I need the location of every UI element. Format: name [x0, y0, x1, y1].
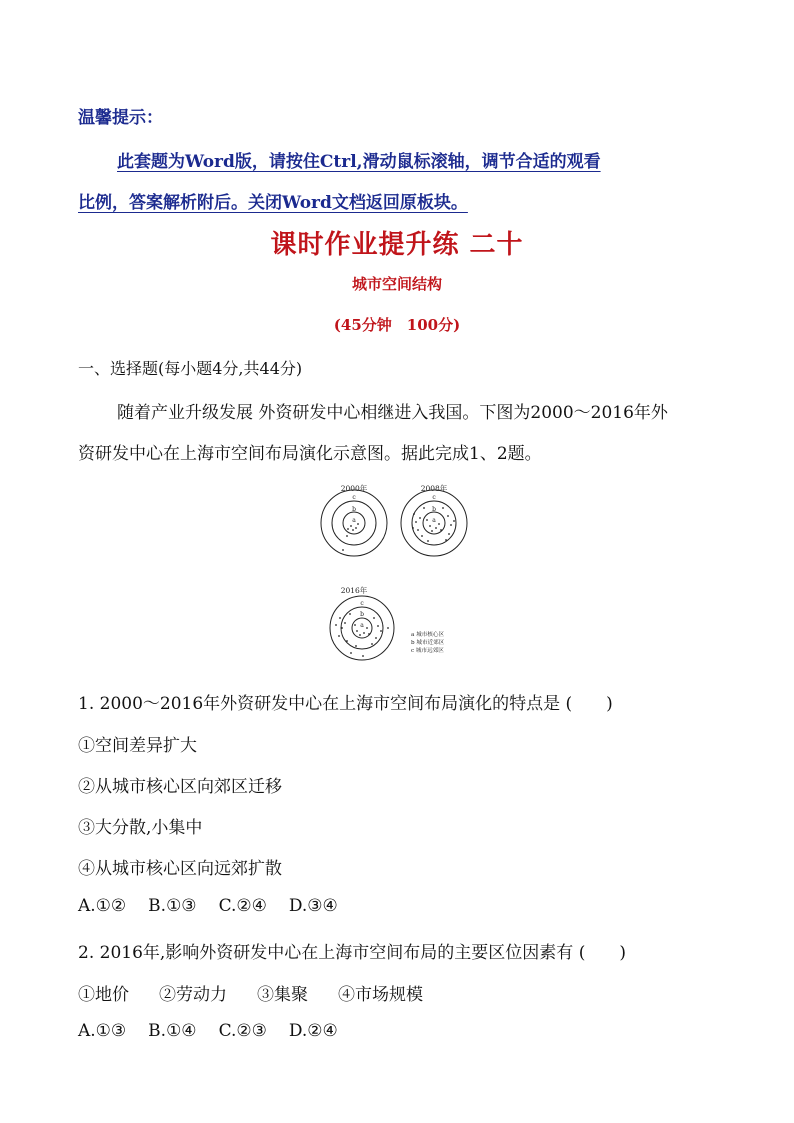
panel-label-2000: 2000年 [340, 484, 368, 493]
ring-letter-c: c [432, 494, 436, 501]
question-1-stem: 1. 2000～2016年外资研发中心在上海市空间布局演化的特点是 ( ) [78, 694, 613, 714]
page-title: 课时作业提升练 二十 [270, 230, 524, 260]
legend-item-core: a 城市核心区 [411, 632, 445, 638]
question-2-stem: 2. 2016年,影响外资研发中心在上海市空间布局的主要区位因素有 ( ) [78, 943, 626, 963]
ring-letter-b: b [360, 611, 364, 618]
panel-label-2016: 2016年 [340, 586, 368, 595]
notice-line-2: 比例，答案解析附后。关闭Word文档返回原板块。 [78, 193, 468, 213]
panel-2016 [330, 585, 445, 660]
intro-paragraph-line-2: 资研发中心在上海市空间布局演化示意图。据此完成1、2题。 [78, 444, 542, 464]
choice-c[interactable]: C.②④ [218, 896, 267, 916]
choice-d[interactable]: D.③④ [288, 896, 338, 916]
ring-letter-b: b [352, 506, 356, 513]
legend-item-inner-suburb: b 城市近郊区 [411, 640, 445, 646]
choice-a[interactable]: A.①③ [78, 1021, 127, 1041]
page-subtitle: 城市空间结构 [351, 275, 442, 293]
panel-2008 [401, 483, 467, 556]
question-2-statement-4: ④市场规模 [338, 985, 423, 1005]
choice-a[interactable]: A.①② [78, 896, 127, 916]
panel-label-2008: 2008年 [420, 484, 448, 493]
question-2-statement-1: ①地价 [78, 985, 129, 1005]
question-1-statement-1: ①空间差异扩大 [78, 736, 197, 756]
intro-paragraph-line-1: 随着产业升级发展 外资研发中心相继进入我国。下图为2000～2016年外 [117, 403, 668, 423]
ring-letter-c: c [352, 494, 356, 501]
question-2-choices [78, 1021, 360, 1041]
ring-letter-a: a [432, 517, 436, 524]
question-1-statement-4: ④从城市核心区向远郊扩散 [78, 859, 282, 879]
ring-letter-c: c [360, 600, 364, 607]
ring-letter-a: a [352, 517, 356, 524]
question-2-statement-2: ②劳动力 [159, 985, 227, 1005]
ring-letter-b: b [432, 506, 436, 513]
choice-c[interactable]: C.②③ [218, 1021, 267, 1041]
question-1-statement-3: ③大分散,小集中 [78, 818, 203, 838]
question-2-statement-3: ③集聚 [257, 985, 308, 1005]
panel-2000 [321, 483, 387, 556]
question-1-choices [78, 896, 360, 916]
legend-item-outer-suburb: c 城市远郊区 [411, 648, 444, 654]
choice-b[interactable]: B.①④ [148, 1021, 197, 1041]
choice-b[interactable]: B.①③ [148, 896, 197, 916]
time-score-info: (45分钟 100分) [333, 316, 461, 334]
section-heading: 一、选择题(每小题4分,共44分) [78, 359, 303, 378]
question-1-statement-2: ②从城市核心区向郊区迁移 [78, 777, 282, 797]
choice-d[interactable]: D.②④ [288, 1021, 338, 1041]
ring-letter-a: a [360, 622, 364, 629]
rd-center-distribution-figure [312, 478, 472, 668]
question-2-statements [78, 980, 453, 1005]
notice-line-1: 此套题为Word版，请按住Ctrl,滑动鼠标滚轴，调节合适的观看 [117, 152, 601, 172]
notice-heading: 温馨提示： [78, 108, 163, 128]
